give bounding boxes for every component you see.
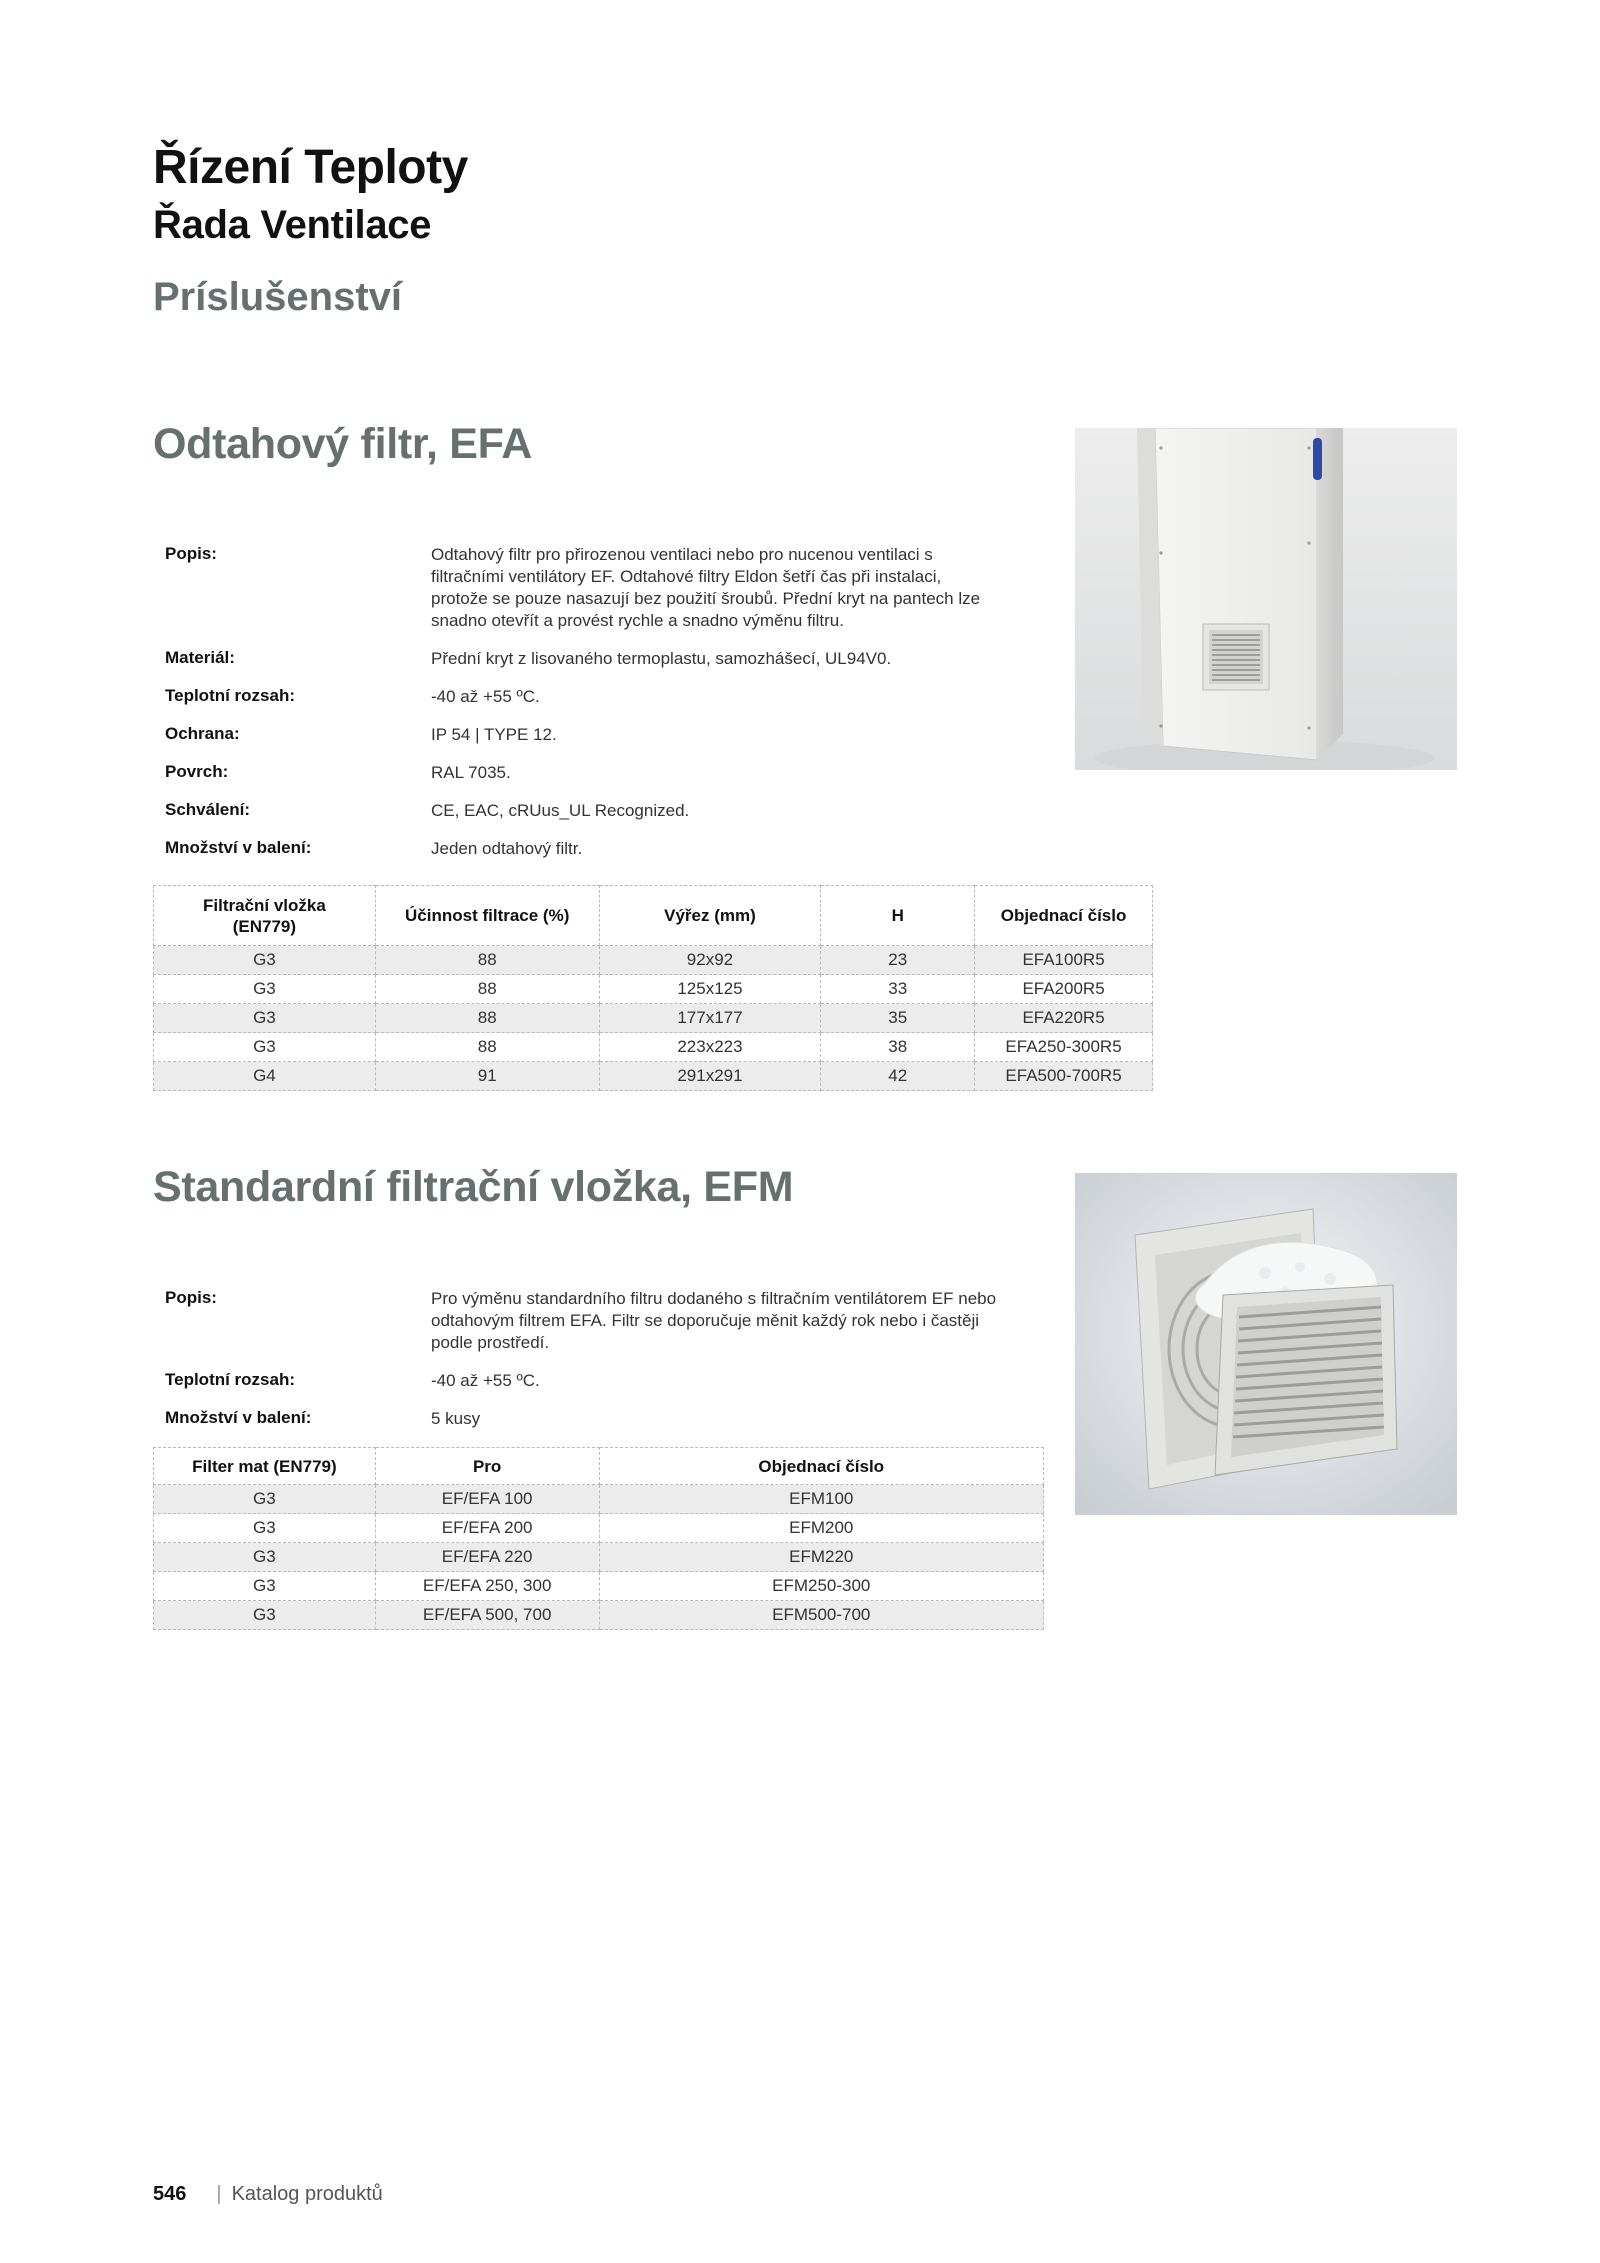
efa-section-title: Odtahový filtr, EFA: [153, 420, 532, 468]
table-cell: G4: [154, 1062, 376, 1091]
efa-spec-row: [153, 800, 1033, 822]
efa-spec-row: [153, 838, 1033, 860]
spec-label: Schválení:: [165, 800, 251, 819]
efa-table: [153, 885, 1153, 1091]
table-row: [154, 1033, 1153, 1062]
efm-product-image: [1075, 1173, 1457, 1515]
efa-spec-row: [153, 762, 1033, 784]
table-cell: G3: [154, 1543, 376, 1572]
table-row: [154, 946, 1153, 975]
table-cell: G3: [154, 1572, 376, 1601]
spec-label: Ochrana:: [165, 724, 240, 743]
efm-spec-row: [153, 1408, 1033, 1430]
table-cell: 92x92: [599, 946, 821, 975]
table-header: H: [821, 886, 975, 946]
table-cell: 88: [375, 1004, 599, 1033]
table-cell: G3: [154, 1033, 376, 1062]
spec-label: Materiál:: [165, 648, 235, 667]
page-subtitle: Řada Ventilace: [153, 203, 432, 247]
spec-value: Jeden odtahový filtr.: [431, 839, 583, 858]
table-cell: 223x223: [599, 1033, 821, 1062]
table-cell: EFA250-300R5: [975, 1033, 1153, 1062]
table-cell: EFM220: [599, 1543, 1043, 1572]
table-cell: G3: [154, 1004, 376, 1033]
efm-section-title: Standardní filtrační vložka, EFM: [153, 1163, 794, 1211]
efa-spec-list: [153, 544, 1033, 876]
catalog-label: Katalog produktů: [231, 2183, 383, 2205]
table-cell: 38: [821, 1033, 975, 1062]
table-row: [154, 1485, 1044, 1514]
page-number: 546: [153, 2183, 187, 2205]
efa-spec-row: [153, 724, 1033, 746]
table-cell: G3: [154, 946, 376, 975]
table-cell: 23: [821, 946, 975, 975]
table-row: [154, 1004, 1153, 1033]
efm-spec-row: [153, 1370, 1033, 1392]
table-header: Výřez (mm): [599, 886, 821, 946]
footer-separator: |: [216, 2183, 222, 2205]
efa-product-image: [1075, 428, 1457, 770]
table-cell: 88: [375, 1033, 599, 1062]
spec-value: RAL 7035.: [431, 763, 511, 782]
table-cell: EFM250-300: [599, 1572, 1043, 1601]
table-cell: EF/EFA 220: [375, 1543, 599, 1572]
table-cell: EF/EFA 100: [375, 1485, 599, 1514]
table-cell: EFA100R5: [975, 946, 1153, 975]
page-category: Príslušenství: [153, 275, 403, 319]
page-footer: [153, 2183, 383, 2206]
spec-label: Popis:: [165, 544, 217, 563]
page-title: Řízení Teploty: [153, 141, 468, 194]
spec-value: -40 až +55 ºC.: [431, 687, 540, 706]
table-row: [154, 1601, 1044, 1630]
efa-spec-row: [153, 648, 1033, 670]
table-row: [154, 1062, 1153, 1091]
table-row: [154, 1543, 1044, 1572]
table-cell: 88: [375, 975, 599, 1004]
table-cell: 177x177: [599, 1004, 821, 1033]
table-cell: 42: [821, 1062, 975, 1091]
table-cell: G3: [154, 1514, 376, 1543]
table-cell: EFA220R5: [975, 1004, 1153, 1033]
efm-spec-list: [153, 1288, 1033, 1446]
table-header: Účinnost filtrace (%): [375, 886, 599, 946]
efm-spec-row: [153, 1288, 1033, 1354]
table-cell: G3: [154, 975, 376, 1004]
spec-value: 5 kusy: [431, 1409, 481, 1428]
table-cell: EFA500-700R5: [975, 1062, 1153, 1091]
spec-label: Popis:: [165, 1288, 217, 1307]
spec-label: Množství v balení:: [165, 1408, 312, 1427]
table-cell: EFM200: [599, 1514, 1043, 1543]
table-cell: EFA200R5: [975, 975, 1153, 1004]
efa-spec-row: [153, 686, 1033, 708]
table-cell: EF/EFA 500, 700: [375, 1601, 599, 1630]
spec-value: IP 54 | TYPE 12.: [431, 725, 557, 744]
table-cell: 33: [821, 975, 975, 1004]
spec-label: Teplotní rozsah:: [165, 1370, 296, 1389]
table-header: Filtrační vložka (EN779): [154, 886, 376, 946]
spec-value: -40 až +55 ºC.: [431, 1371, 540, 1390]
table-cell: 91: [375, 1062, 599, 1091]
efa-spec-row: [153, 544, 1033, 632]
table-cell: 291x291: [599, 1062, 821, 1091]
table-cell: G3: [154, 1485, 376, 1514]
table-row: [154, 975, 1153, 1004]
table-header: Filter mat (EN779): [154, 1448, 376, 1485]
efm-table: [153, 1447, 1044, 1630]
table-cell: EFM100: [599, 1485, 1043, 1514]
table-cell: 88: [375, 946, 599, 975]
spec-label: Množství v balení:: [165, 838, 312, 857]
table-cell: 35: [821, 1004, 975, 1033]
spec-label: Povrch:: [165, 762, 229, 781]
table-cell: EF/EFA 200: [375, 1514, 599, 1543]
spec-value: Odtahový filtr pro přirozenou ventilaci nebo pro nucenou ventilaci s filtračními ventilátory EF. Odtahové filtry Eldon šetří čas při instalaci, protože se pouze nasazují bez použití šroubů. Přední kryt na pantech lze snadno otevřít a provést rychle a snadno výměnu filtru.: [431, 545, 981, 630]
table-row: [154, 1572, 1044, 1601]
table-cell: EFM500-700: [599, 1601, 1043, 1630]
table-cell: G3: [154, 1601, 376, 1630]
table-header: Objednací číslo: [975, 886, 1153, 946]
table-header: Pro: [375, 1448, 599, 1485]
table-cell: EF/EFA 250, 300: [375, 1572, 599, 1601]
spec-value: CE, EAC, cRUus_UL Recognized.: [431, 801, 690, 820]
spec-label: Teplotní rozsah:: [165, 686, 296, 705]
spec-value: Pro výměnu standardního filtru dodaného s filtračním ventilátorem EF nebo odtahovým filtrem EFA. Filtr se doporučuje měnit každý rok nebo i častěji podle prostředí.: [431, 1289, 997, 1352]
table-cell: 125x125: [599, 975, 821, 1004]
table-header: Objednací číslo: [599, 1448, 1043, 1485]
table-row: [154, 1514, 1044, 1543]
spec-value: Přední kryt z lisovaného termoplastu, samozhášecí, UL94V0.: [431, 649, 892, 668]
